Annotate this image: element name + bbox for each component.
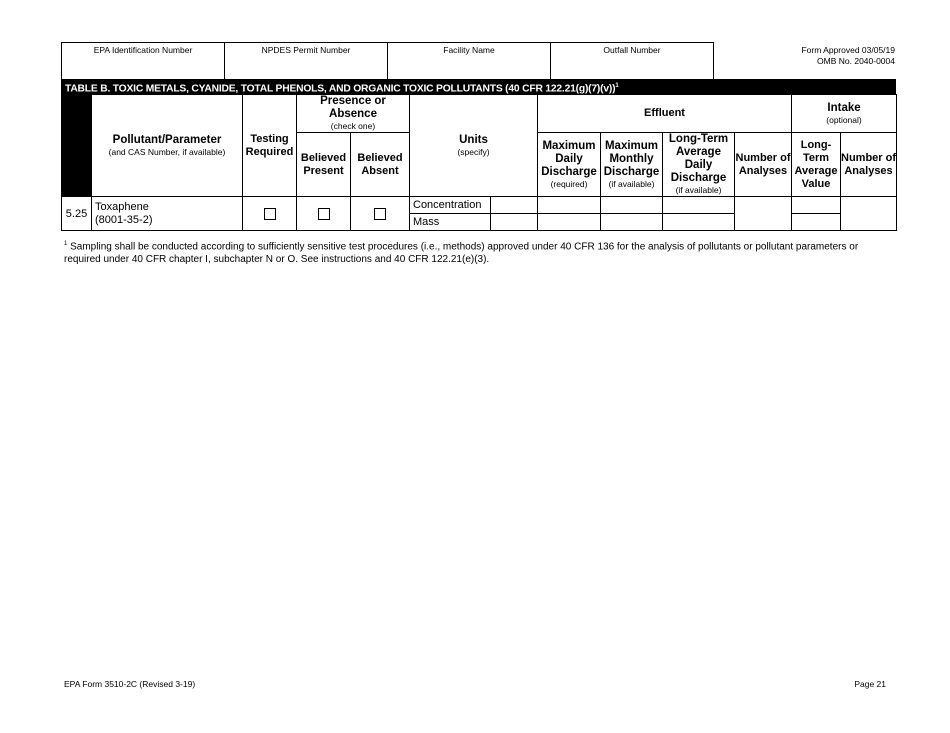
intake-num-analyses-input[interactable] (841, 197, 897, 231)
believed-absent-header: Believed Absent (351, 133, 410, 197)
num-analyses-header: Number of Analyses (735, 133, 792, 197)
intake-num-analyses-header: Number of Analyses (841, 133, 897, 197)
testing-required-header: Testing Required (243, 95, 297, 197)
form-approved-date: Form Approved 03/05/19 (801, 44, 895, 55)
believed-absent-cell (351, 197, 410, 231)
intake-lt-avg-concentration-input[interactable] (792, 197, 841, 214)
believed-present-cell (297, 197, 351, 231)
max-daily-concentration-input[interactable] (538, 197, 601, 214)
presence-absence-header: Presence or Absence (check one) (297, 95, 410, 133)
max-monthly-header: Maximum Monthly Discharge (if available) (601, 133, 663, 197)
facility-name-field[interactable]: Facility Name (388, 43, 551, 82)
max-daily-header: Maximum Daily Discharge (required) (538, 133, 601, 197)
epa-id-field[interactable]: EPA Identification Number (62, 43, 225, 82)
lt-avg-daily-header: Long-Term Average Daily Discharge (if available) (663, 133, 735, 197)
row-number: 5.25 (62, 197, 92, 231)
pollutant-header: Pollutant/Parameter (and CAS Number, if available) (92, 95, 243, 197)
lt-avg-daily-mass-input[interactable] (663, 214, 735, 231)
unit-concentration-label: Concentration (410, 197, 491, 214)
lt-avg-daily-concentration-input[interactable] (663, 197, 735, 214)
pollutant-table (61, 94, 897, 231)
believed-present-checkbox[interactable] (318, 208, 330, 220)
outfall-number-field[interactable]: Outfall Number (551, 43, 714, 82)
pollutant-name: Toxaphene (8001-35-2) (92, 197, 243, 231)
form-id: EPA Form 3510-2C (Revised 3-19) (64, 679, 196, 689)
max-monthly-concentration-input[interactable] (601, 197, 663, 214)
page-number: Page 21 (854, 679, 886, 689)
units-header: Units (specify) (410, 95, 538, 197)
max-daily-mass-input[interactable] (538, 214, 601, 231)
omb-number: OMB No. 2040-0004 (817, 55, 895, 66)
lt-avg-value-header: Long-Term Average Value (792, 133, 841, 197)
unit-mass-label: Mass (410, 214, 491, 231)
header-fields (61, 42, 897, 82)
believed-absent-checkbox[interactable] (374, 208, 386, 220)
num-analyses-input[interactable] (735, 197, 792, 231)
effluent-header: Effluent (538, 95, 792, 133)
testing-required-checkbox[interactable] (264, 208, 276, 220)
footnote: $^1$ Sampling shall be conducted according to sufficiently sensitive test procedures (i.e., methods) approved under 40 CFR 136 for the analysis of pollutants or pollutant parameters or required under 40 CFR chapter I, subchapter N or O. See instructions and 40 CFR 122.21(e)(3). (64, 241, 859, 266)
believed-present-header: Believed Present (297, 133, 351, 197)
form-approval (714, 43, 898, 82)
npdes-field[interactable]: NPDES Permit Number (225, 43, 388, 82)
testing-required-cell (243, 197, 297, 231)
max-monthly-mass-input[interactable] (601, 214, 663, 231)
table-title: TABLE B. TOXIC METALS, CYANIDE, TOTAL PHENOLS, AND ORGANIC TOXIC POLLUTANTS (40 CFR 122.21(g)(7)(v))$^1$ (61, 79, 896, 94)
unit-mass-input[interactable] (491, 214, 538, 231)
intake-lt-avg-mass-input[interactable] (792, 214, 841, 231)
intake-header: Intake (optional) (792, 95, 897, 133)
unit-concentration-input[interactable] (491, 197, 538, 214)
row-number-header (62, 95, 92, 197)
